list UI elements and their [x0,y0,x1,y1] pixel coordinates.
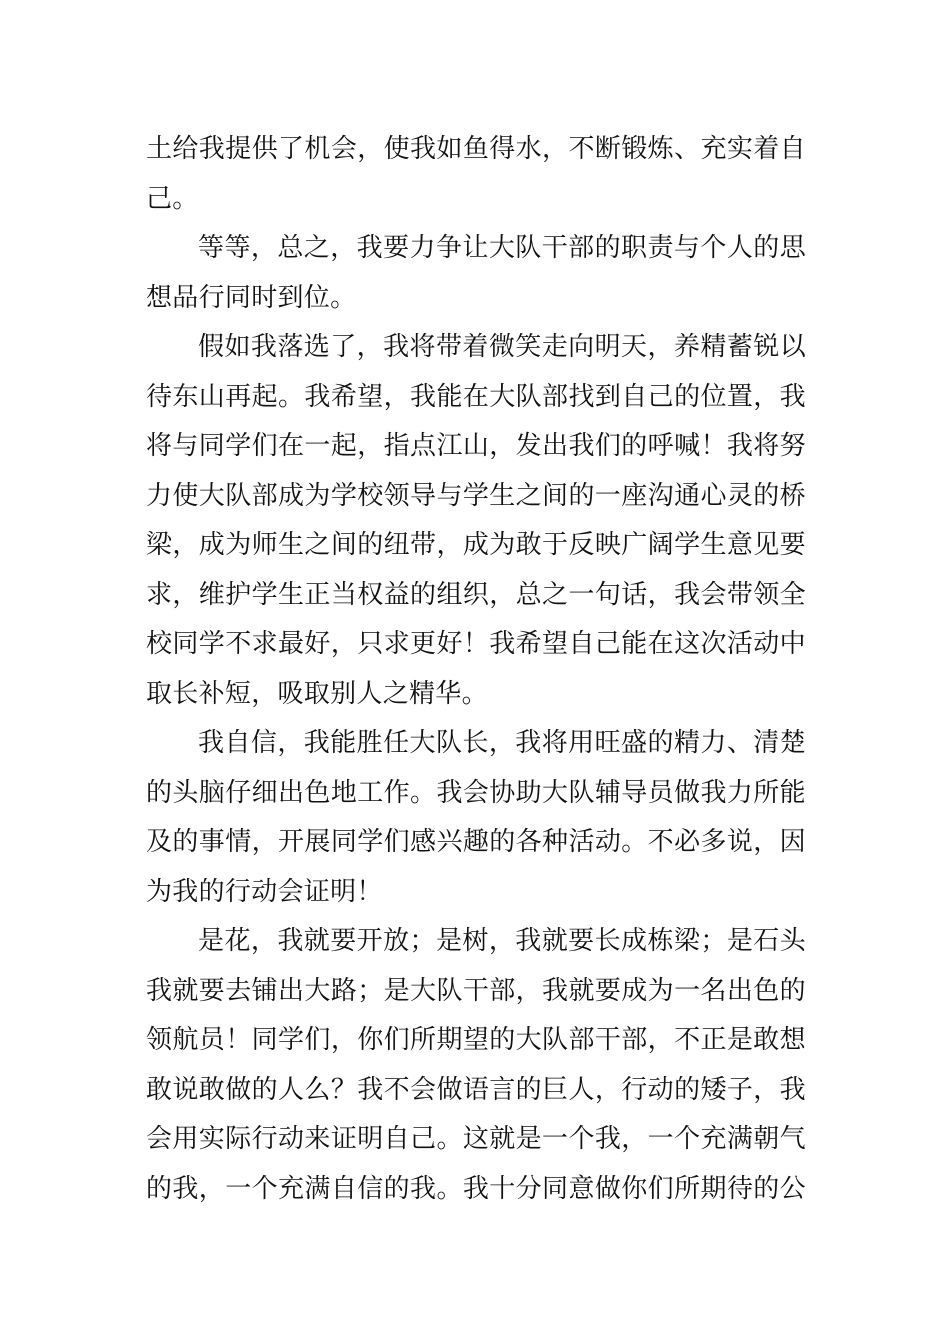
text-line: 敢说敢做的人么？我不会做语言的巨人，行动的矮子，我 [146,1074,806,1105]
text-line: 的头脑仔细出色地工作。我会协助大队辅导员做我力所能 [146,777,806,808]
text-line: 及的事情，开展同学们感兴趣的各种活动。不必多说，因 [146,827,806,857]
text-line: 我自信，我能胜任大队长，我将用旺盛的精力、清楚 [198,728,806,758]
document-body [146,125,806,1214]
text-line: 梁，成为师生之间的纽带，成为敢于反映广阔学生意见要 [146,530,806,560]
text-line: 会用实际行动来证明自己。这就是一个我，一个充满朝气 [146,1124,806,1154]
text-line: 领航员！同学们，你们所期望的大队部干部，不正是敢想 [146,1025,806,1055]
text-line: 等等，总之，我要力争让大队干部的职责与个人的思 [198,233,806,263]
text-line: 将与同学们在一起，指点江山，发出我们的呼喊！我将努 [146,431,806,461]
text-line: 己。 [146,183,199,214]
text-line: 待东山再起。我希望，我能在大队部找到自己的位置，我 [146,381,806,412]
text-line: 为我的行动会证明！ [146,876,383,907]
text-line: 的我，一个充满自信的我。我十分同意做你们所期待的公 [146,1173,806,1204]
text-line: 假如我落选了，我将带着微笑走向明天，养精蓄锐以 [198,332,806,362]
text-line: 求，维护学生正当权益的组织，总之一句话，我会带领全 [146,579,806,610]
text-line: 土给我提供了机会，使我如鱼得水，不断锻炼、充实着自 [146,134,806,164]
text-line: 想品行同时到位。 [146,282,357,313]
text-line: 力使大队部成为学校领导与学生之间的一座沟通心灵的桥 [146,480,806,511]
text-line: 是花，我就要开放；是树，我就要长成栋梁；是石头 [198,926,806,956]
text-line: 校同学不求最好，只求更好！我希望自己能在这次活动中 [146,629,806,659]
text-line: 我就要去铺出大路；是大队干部，我就要成为一名出色的 [146,975,806,1006]
text-line: 取长补短，吸取别人之精华。 [146,678,488,709]
